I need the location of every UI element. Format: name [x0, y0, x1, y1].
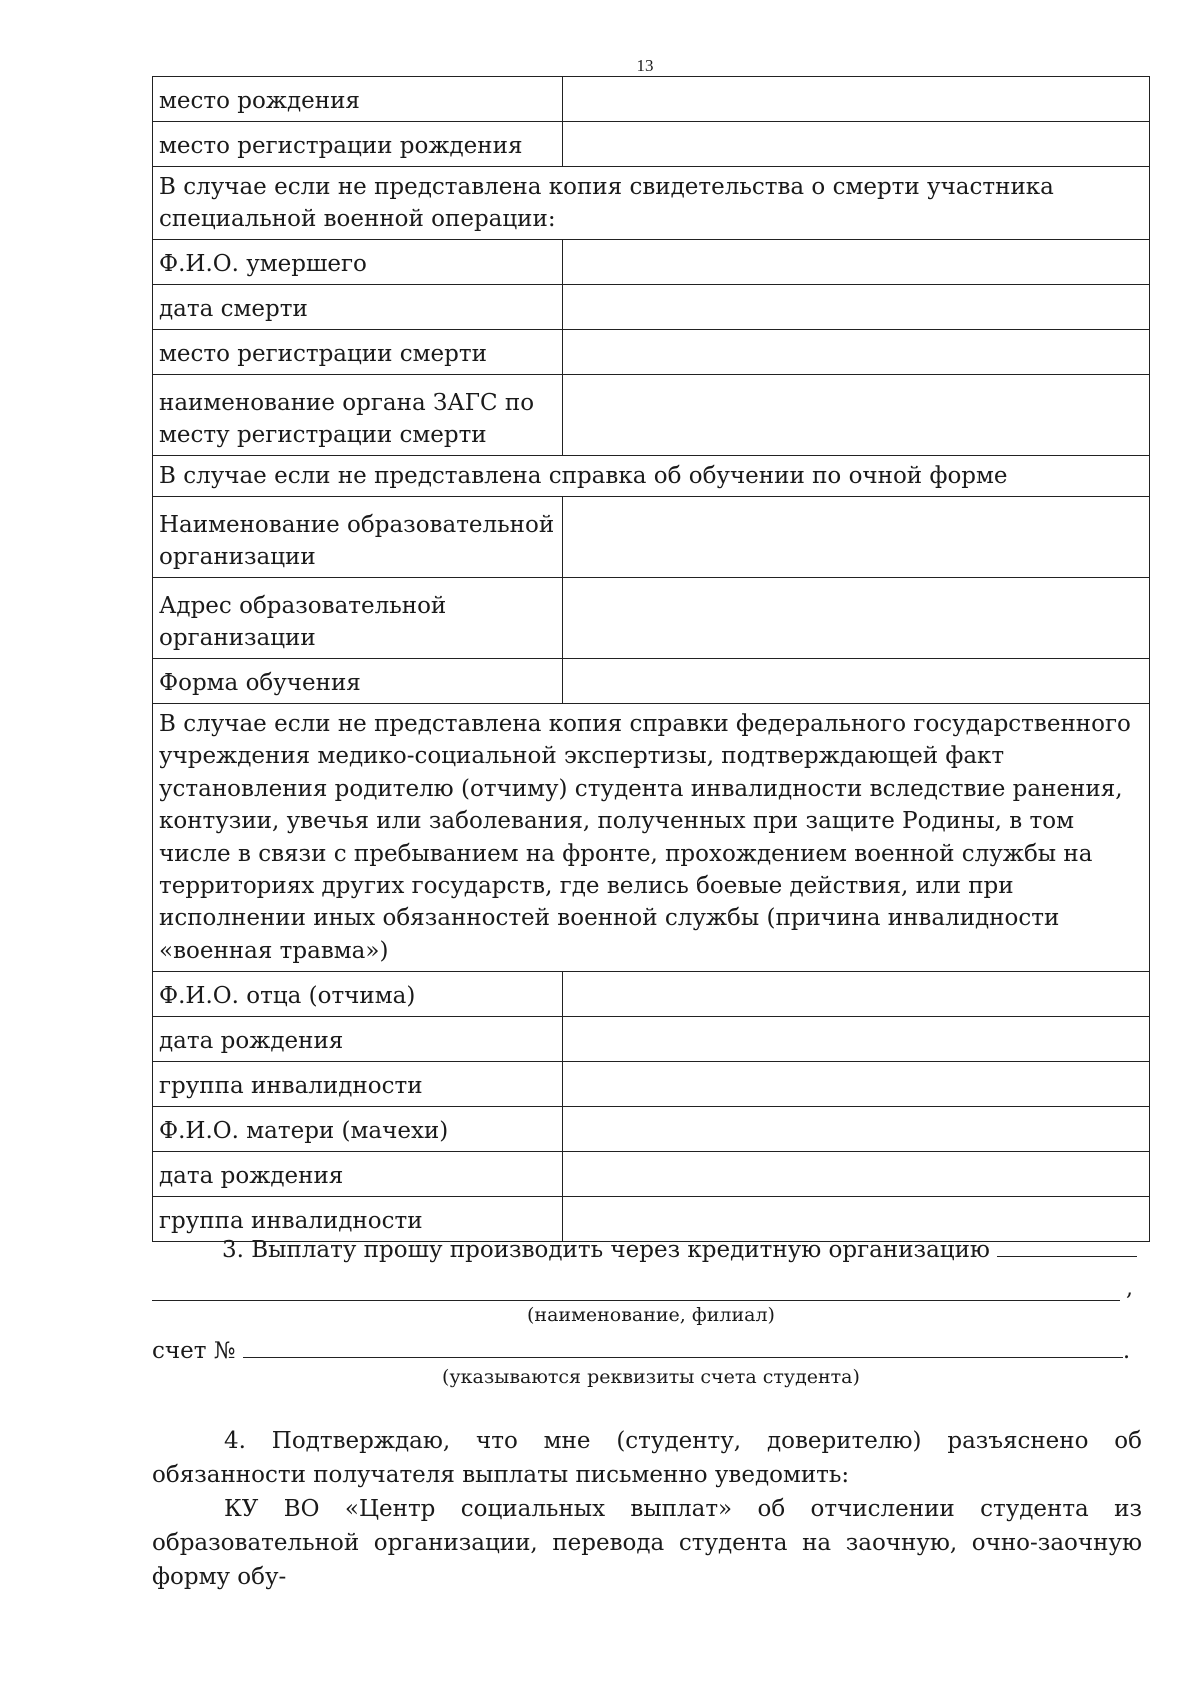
account-label: счет № [152, 1338, 236, 1364]
table-row [153, 578, 1150, 659]
bank-name-field[interactable] [997, 1236, 1137, 1257]
row-label: группа инвалидности [153, 1197, 563, 1242]
notification-paragraph: КУ ВО «Центр социальных выплат» об отчислении студента из образовательной организации, перевода студента на заочную, очно-заочную форму обу- [152, 1496, 1142, 1590]
section-header-row [153, 167, 1150, 240]
row-label: дата смерти [153, 285, 563, 330]
table-row [153, 1107, 1150, 1152]
table-row [153, 1017, 1150, 1062]
row-label: наименование органа ЗАГС по месту регистрации смерти [153, 375, 563, 456]
row-value-field[interactable] [563, 1017, 1150, 1062]
row-label: место рождения [153, 77, 563, 122]
table-row [153, 122, 1150, 167]
row-value-field[interactable] [563, 1152, 1150, 1197]
table-row [153, 240, 1150, 285]
row-value-field[interactable] [563, 240, 1150, 285]
row-value-field[interactable] [563, 1062, 1150, 1107]
row-value-field[interactable] [563, 1107, 1150, 1152]
table-row [153, 497, 1150, 578]
account-number-line [152, 1335, 1152, 1364]
row-label: дата рождения [153, 1152, 563, 1197]
page-number: 13 [636, 56, 654, 75]
application-form-table [152, 76, 1150, 1242]
row-value-field[interactable] [563, 122, 1150, 167]
row-value-field[interactable] [563, 1197, 1150, 1242]
row-value-field[interactable] [563, 375, 1150, 456]
table-row [153, 972, 1150, 1017]
row-value-field[interactable] [563, 330, 1150, 375]
row-value-field[interactable] [563, 497, 1150, 578]
section-header-disability: В случае если не представлена копия справки федерального государственного учреждения медико-социальной экспертизы, подтверждающей факт установления родителю (отчиму) студента инвалидности вследствие ранения, контузии, увечья или заболевания, полученных при защите Родины, в том числе в связи с пребыванием на фронте, прохождением военной службы на территориях других государств, где велись боевые действия, или при исполнении иных обязанностей военной службы (причина инвалидности «военная травма») [153, 704, 1150, 972]
row-label: Адрес образовательной организации [153, 578, 563, 659]
row-label: Ф.И.О. умершего [153, 240, 563, 285]
section-header-row [153, 456, 1150, 497]
row-label: Ф.И.О. отца (отчима) [153, 972, 563, 1017]
row-label: Форма обучения [153, 659, 563, 704]
section-header-death-certificate: В случае если не представлена копия свидетельства о смерти участника специальной военной операции: [153, 167, 1150, 240]
bank-line-comma: , [1126, 1276, 1133, 1301]
table-row [153, 77, 1150, 122]
table-row [153, 659, 1150, 704]
payment-bank-text: 3. Выплату прошу производить через кредитную организацию [222, 1237, 990, 1263]
table-row [153, 330, 1150, 375]
confirmation-paragraph: 4. Подтверждаю, что мне (студенту, доверителю) разъяснено об обязанности получателя выплаты письменно уведомить: [152, 1428, 1142, 1488]
row-value-field[interactable] [563, 578, 1150, 659]
payment-bank-line [222, 1236, 1132, 1263]
section-header-education: В случае если не представлена справка об обучении по очной форме [153, 456, 1150, 497]
row-label: дата рождения [153, 1017, 563, 1062]
account-number-field[interactable] [243, 1335, 1123, 1358]
section-header-row [153, 704, 1150, 972]
table-row [153, 375, 1150, 456]
row-value-field[interactable] [563, 77, 1150, 122]
table-row [153, 1152, 1150, 1197]
row-value-field[interactable] [563, 659, 1150, 704]
table-row [153, 1062, 1150, 1107]
table-row [153, 1197, 1150, 1242]
row-label: группа инвалидности [153, 1062, 563, 1107]
table-row [153, 285, 1150, 330]
row-label: место регистрации смерти [153, 330, 563, 375]
bank-name-continuation-field[interactable] [152, 1300, 1120, 1301]
row-value-field[interactable] [563, 285, 1150, 330]
account-field-caption: (указываются реквизиты счета студента) [442, 1366, 860, 1388]
row-label: Ф.И.О. матери (мачехи) [153, 1107, 563, 1152]
row-label: место регистрации рождения [153, 122, 563, 167]
row-label: Наименование образовательной организации [153, 497, 563, 578]
bank-field-caption: (наименование, филиал) [527, 1304, 775, 1326]
account-line-period: . [1122, 1338, 1131, 1364]
row-value-field[interactable] [563, 972, 1150, 1017]
